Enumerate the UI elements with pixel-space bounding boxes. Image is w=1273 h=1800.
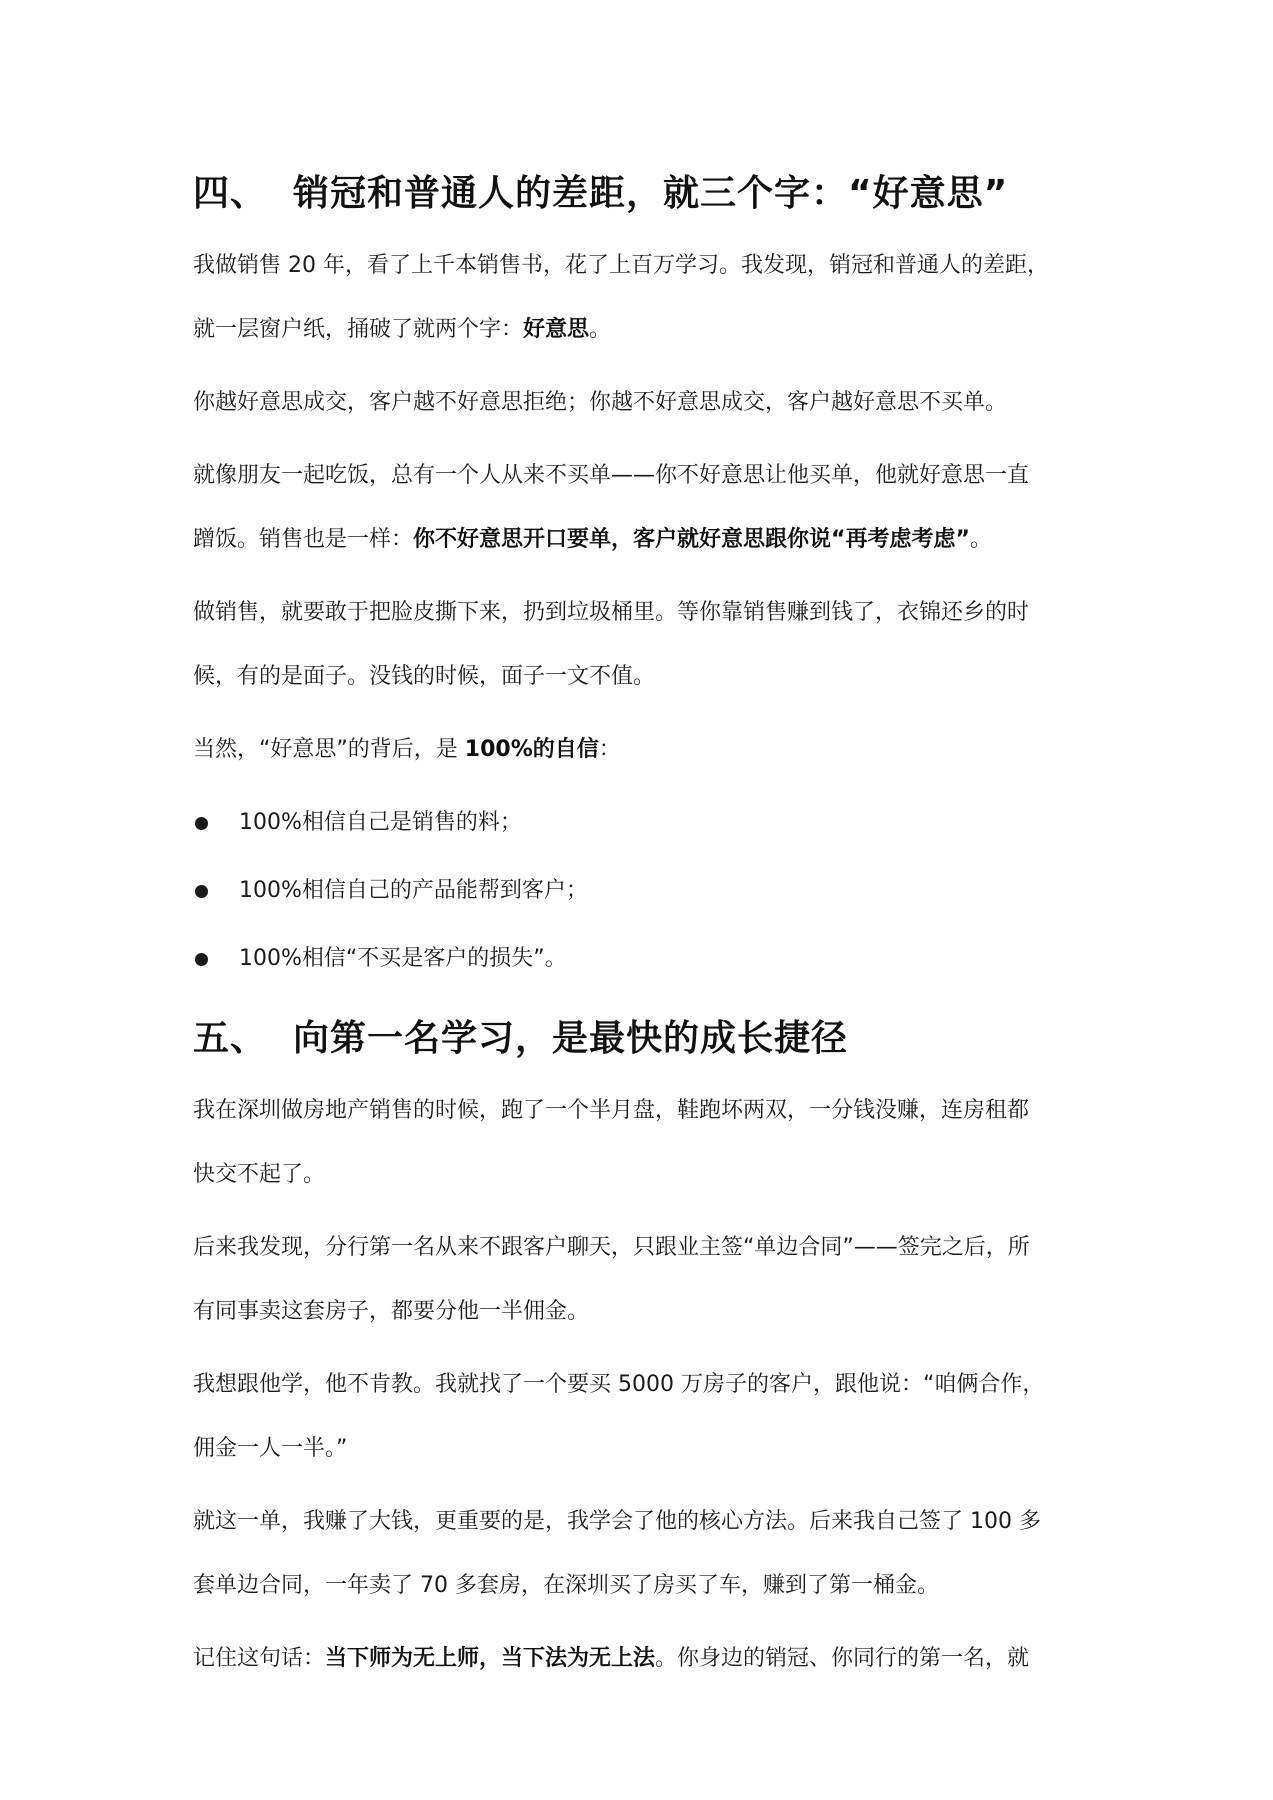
paragraph (193, 444, 1093, 572)
list-item (193, 927, 1093, 991)
text-line: 记住这句话： (193, 1646, 326, 1671)
paragraph (193, 1353, 1093, 1481)
text-line: 做销售，就要敢于把脸皮撕下来，扔到垃圾桶里。等你靠销售赚到钱了，衣锦还乡的时 (193, 600, 1030, 625)
paragraph (193, 1079, 1093, 1207)
text-line: 我做销售 20 年，看了上千本销售书，花了上百万学习。我发现，销冠和普通人的差距， (193, 253, 1049, 278)
text-line: 我在深圳做房地产销售的时候，跑了一个半月盘，鞋跑坏两双，一分钱没赚，连房租都 (193, 1098, 1030, 1123)
section-5-number: 五、 (193, 1018, 268, 1059)
text-line: 套单边合同，一年卖了 70 多套房，在深圳买了房买了车，赚到了第一桶金。 (193, 1573, 939, 1598)
emphasis-text: 好意思 (523, 317, 590, 342)
section-4-title: 销冠和普通人的差距，就三个字：“好意思” (293, 173, 1009, 214)
text-line: 。 (589, 317, 612, 342)
text-line: 有同事卖这套房子，都要分他一半佣金。 (193, 1299, 590, 1324)
paragraph (193, 234, 1093, 362)
text-line: ： (598, 737, 621, 762)
bullet-dot-icon (195, 953, 208, 966)
paragraph: 你越好意思成交，客户越不好意思拒绝；你越不好意思成交，客户越好意思不买单。 (193, 390, 1008, 415)
section-4-heading (193, 168, 1093, 220)
paragraph (193, 718, 1093, 782)
text-line: 候，有的是面子。没钱的时候，面子一文不值。 (193, 664, 656, 689)
text-line: 后来我发现，分行第一名从来不跟客户聊天，只跟业主签“单边合同”——签完之后，所 (193, 1235, 1030, 1260)
paragraph (193, 1627, 1093, 1691)
emphasis-text: 100%的自信 (464, 737, 599, 762)
section-5 (193, 1013, 1093, 1691)
document-page (193, 168, 1093, 1700)
text-line: 当然，“好意思”的背后，是 (193, 737, 465, 762)
paragraph (193, 1216, 1093, 1344)
bullet-dot-icon (195, 885, 208, 898)
section-5-title: 向第一名学习，是最快的成长捷径 (293, 1018, 849, 1059)
emphasis-text: 你不好意思开口要单，客户就好意思跟你说“再考虑考虑” (413, 527, 970, 552)
paragraph (193, 1490, 1093, 1618)
bullet-dot-icon (195, 817, 208, 830)
paragraph (193, 581, 1093, 709)
text-line: 。 (969, 527, 992, 552)
text-line: 。你身边的销冠、你同行的第一名，就 (655, 1646, 1030, 1671)
list-item (193, 859, 1093, 923)
list-item-text: 100%相信“不买是客户的损失”。 (239, 946, 567, 971)
text-line: 就一层窗户纸，捅破了就两个字： (193, 317, 524, 342)
text-line: 就这一单，我赚了大钱，更重要的是，我学会了他的核心方法。后来我自己签了 100 多 (193, 1509, 1041, 1534)
text-line: 就像朋友一起吃饭，总有一个人从来不买单——你不好意思让他买单，他就好意思一直 (193, 463, 1030, 488)
list-item-text: 100%相信自己的产品能帮到客户； (239, 878, 588, 903)
section-5-heading (193, 1013, 1093, 1065)
section-4-number: 四、 (193, 173, 268, 214)
section-4 (193, 168, 1093, 991)
emphasis-text: 当下师为无上师，当下法为无上法 (325, 1646, 656, 1671)
text-line: 佣金一人一半。” (193, 1436, 348, 1461)
list-item (193, 791, 1093, 855)
text-line: 我想跟他学，他不肯教。我就找了一个要买 5000 万房子的客户，跟他说：“咱俩合作， (193, 1372, 1045, 1397)
list-item-text: 100%相信自己是销售的料； (239, 810, 522, 835)
text-line: 快交不起了。 (193, 1162, 326, 1187)
bullet-list (193, 791, 1093, 991)
text-line: 蹭饭。销售也是一样： (193, 527, 414, 552)
